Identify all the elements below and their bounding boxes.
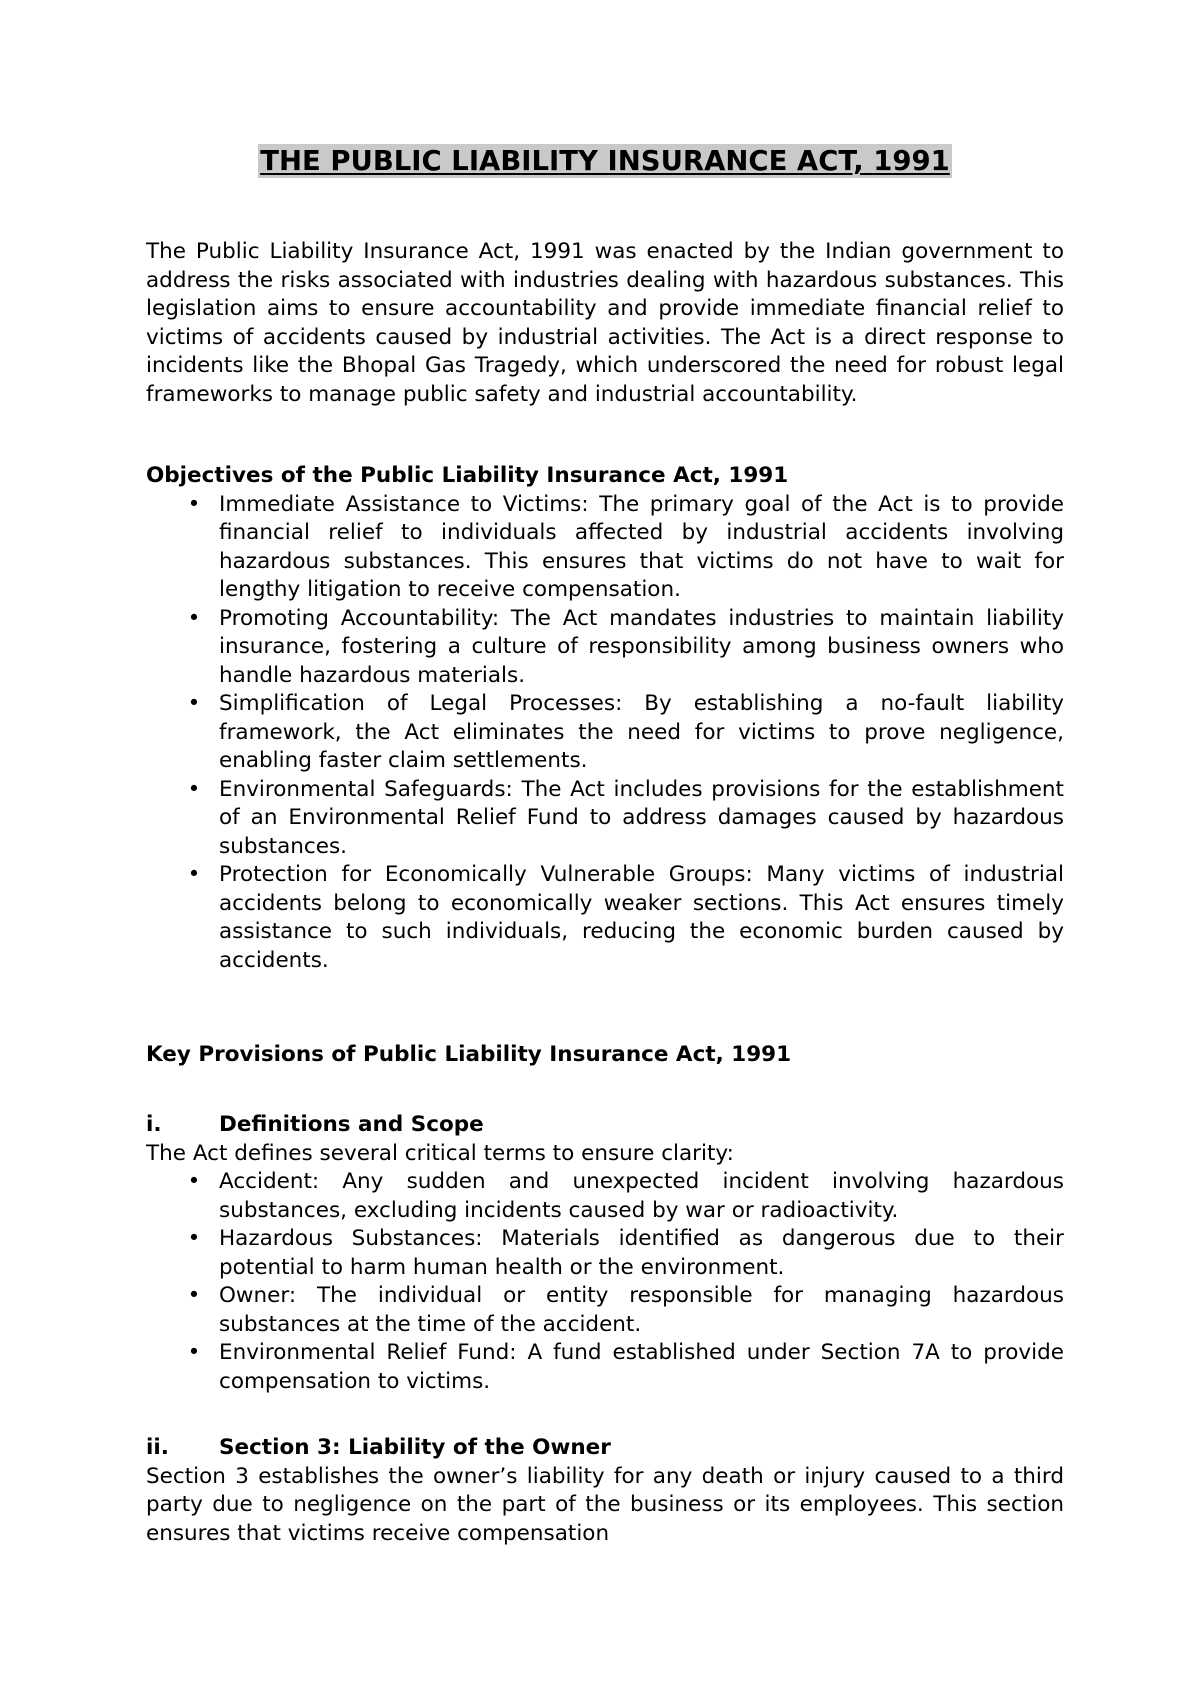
list-item (146, 491, 1064, 605)
list-item-text: Owner: The individual or entity responsible for managing hazardous substances at the time of the accident. (219, 1283, 1064, 1337)
section-title: Definitions and Scope (219, 1112, 484, 1137)
section-heading (146, 1111, 1064, 1140)
objectives-heading: Objectives of the Public Liability Insurance Act, 1991 (146, 463, 789, 488)
intro-section (146, 238, 1064, 409)
list-item-text: Hazardous Substances: Materials identified as dangerous due to their potential to harm human health or the environment. (219, 1226, 1064, 1280)
list-item-text: Immediate Assistance to Victims: The primary goal of the Act is to provide financial relief to individuals affected by industrial accidents involving hazardous substances. This ensures that victims do not have to wait for lengthy litigation to receive compensation. (219, 491, 1064, 602)
objectives-section (146, 462, 1064, 975)
document-title: THE PUBLIC LIABILITY INSURANCE ACT, 1991 (260, 145, 950, 177)
list-item (146, 1339, 1064, 1396)
section-number: ii. (146, 1435, 169, 1460)
section-heading (146, 1434, 1064, 1463)
list-item-text: Promoting Accountability: The Act mandates industries to maintain liability insurance, fostering a culture of responsibility among business owners who handle hazardous materials. (219, 605, 1064, 688)
bullet-icon: • (187, 776, 201, 802)
list-item-text: Environmental Relief Fund: A fund established under Section 7A to provide compensation to victims. (219, 1340, 1064, 1394)
bullet-icon: • (187, 605, 201, 631)
definitions-list (146, 1168, 1064, 1396)
bullet-icon: • (187, 1226, 201, 1251)
bullet-icon: • (187, 1169, 201, 1194)
section-number: i. (146, 1112, 162, 1137)
key-provisions-heading: Key Provisions of Public Liability Insurance Act, 1991 (146, 1042, 792, 1067)
list-item-text: Protection for Economically Vulnerable Groups: Many victims of industrial accidents belong to economically weaker sections. This Act ensures timely assistance to such individuals, reducing the economic burden caused by accidents. (219, 862, 1064, 973)
list-item (146, 1282, 1064, 1339)
key-provisions-section (146, 1041, 1064, 1070)
bullet-icon: • (187, 1283, 201, 1308)
list-item-text: Simplification of Legal Processes: By establishing a no-fault liability framework, the Act eliminates the need for victims to prove negligence, enabling faster claim settlements. (219, 691, 1064, 773)
definitions-section (146, 1111, 1064, 1396)
liability-section (146, 1434, 1064, 1548)
bullet-icon: • (187, 862, 201, 887)
bullet-icon: • (187, 491, 201, 517)
list-item (146, 776, 1064, 862)
list-item-text: Environmental Safeguards: The Act includes provisions for the establishment of an Environmental Relief Fund to address damages caused by hazardous substances. (219, 776, 1064, 859)
objectives-list (146, 491, 1064, 976)
list-item (146, 605, 1064, 691)
section-title: Section 3: Liability of the Owner (219, 1435, 611, 1460)
title-wrapper (146, 144, 1064, 179)
document-page (146, 0, 1064, 1696)
intro-paragraph: The Public Liability Insurance Act, 1991 was enacted by the Indian government to address the risks associated with industries dealing with hazardous substances. This legislation aims to ensure accountability and provide immediate financial relief to victims of accidents caused by industrial activities. The Act is a direct response to incidents like the Bhopal Gas Tragedy, which underscored the need for robust legal frameworks to manage public safety and industrial accountability. (146, 239, 1064, 407)
list-item (146, 690, 1064, 776)
bullet-icon: • (187, 1340, 201, 1365)
section-intro: The Act defines several critical terms to ensure clarity: (146, 1140, 734, 1166)
list-item (146, 861, 1064, 975)
bullet-icon: • (187, 691, 201, 716)
list-item-text: Accident: Any sudden and unexpected incident involving hazardous substances, excluding incidents caused by war or radioactivity. (219, 1169, 1064, 1223)
section-intro: Section 3 establishes the owner’s liability for any death or injury caused to a third party due to negligence on the part of the business or its employees. This section ensures that victims receive compensation (146, 1463, 1064, 1546)
list-item (146, 1225, 1064, 1282)
list-item (146, 1168, 1064, 1225)
